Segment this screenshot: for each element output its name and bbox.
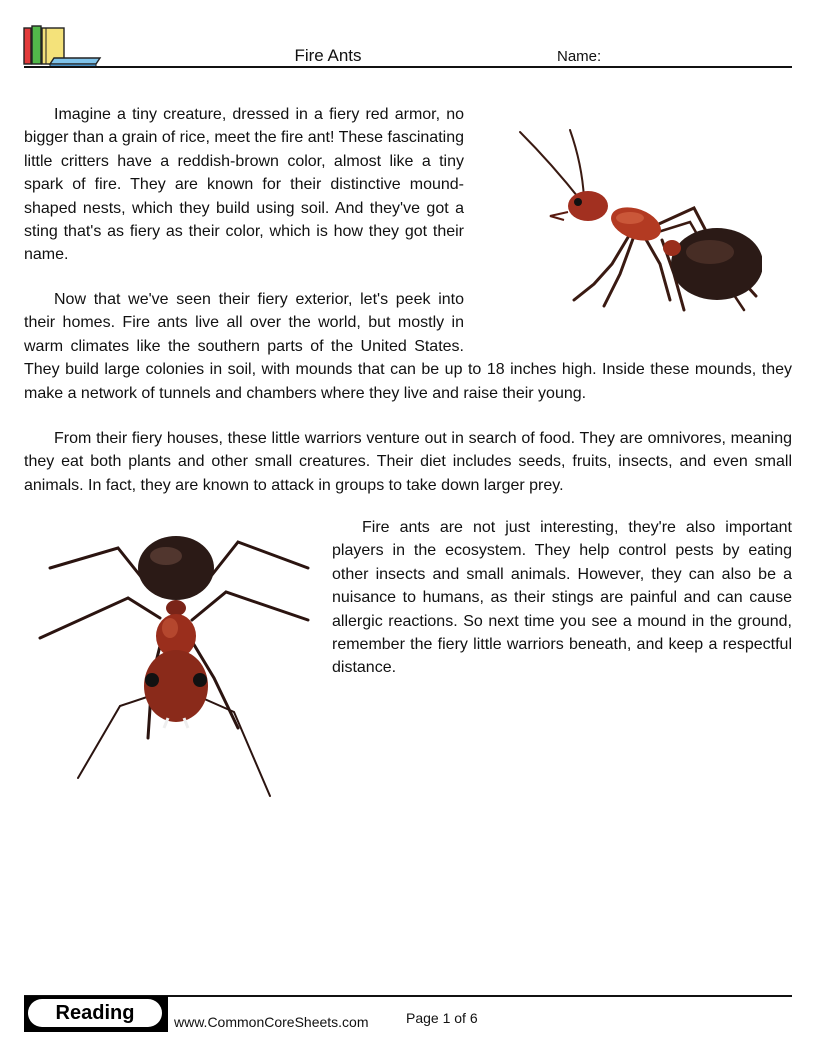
paragraph-3: From their fiery houses, these little warriors venture out in search of food. They are omnivores, meaning they eat both plants and other small creatures. Their diet includes seeds, fruits, insects, and even small animals. In fact, they are known to attack in groups to take down larger prey.: [24, 430, 792, 494]
paragraph-1: Imagine a tiny creature, dressed in a fiery red armor, no bigger than a grain of rice, meet the fire ant! These fascinating little critters have a reddish-brown color, almost like a tiny spark of fire. They are known for their distinctive mound-shaped nests, which they build using soil. And they've got a sting that's as fiery as their color, which is how they got their name.: [24, 106, 464, 264]
subject-badge-label: Reading: [28, 999, 162, 1027]
books-logo-icon: [22, 24, 102, 68]
page-number: Page 1 of 6: [406, 1010, 478, 1026]
site-url: www.CommonCoreSheets.com: [174, 1014, 369, 1030]
paragraph-2-text: Now that we've seen their fiery exterior, let's peek into their homes. Fire ants live all over the world, but mostly in warm climates like the southern parts of the United States. They build large colonies in soil, with mounds that can be up to 18 inches high. Inside these mounds, they make a network of tunnels and chambers where they live and raise their young.: [24, 291, 792, 402]
paragraph-4: Fire ants are not just interesting, they're also important players in the ecosystem. They help control pests by eating other insects and small animals. However, they can also be a nuisance to humans, as their stings are painful and can cause allergic reactions. So next time you see a mound in the ground, remember the fiery little warriors beneath, and keep a respectful distance.: [332, 519, 792, 677]
ant-top-view-photo: [30, 528, 315, 803]
subject-badge: [24, 996, 168, 1032]
ant-side-view-photo: [512, 124, 762, 316]
header-divider: [24, 66, 792, 68]
page-title: Fire Ants: [294, 46, 362, 65]
name-field-label: Name:: [557, 48, 602, 65]
